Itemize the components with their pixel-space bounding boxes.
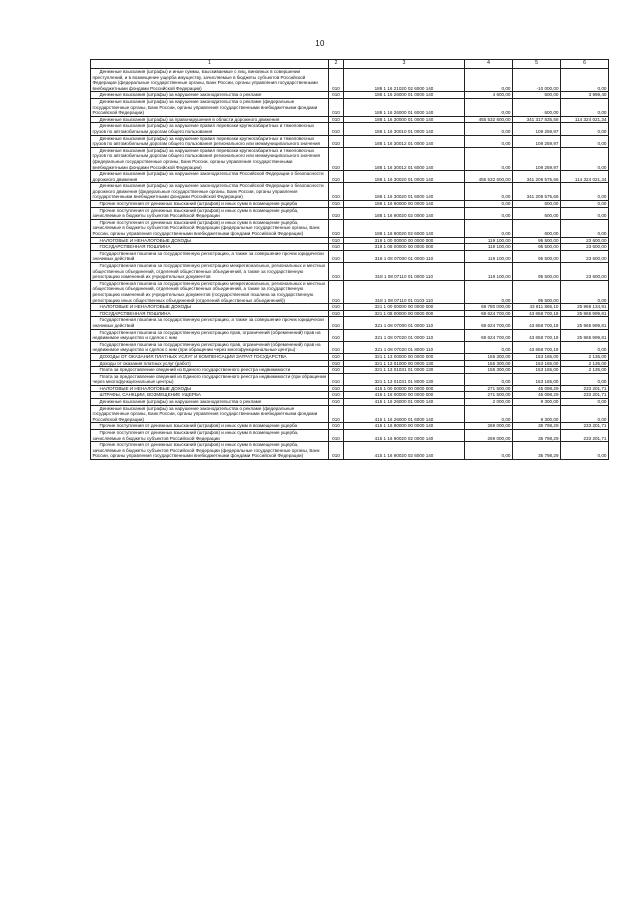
row-value-unexecuted: 114 324 021,34 <box>561 116 609 123</box>
row-value-approved: 0,00 <box>465 219 513 237</box>
row-kbk-code: 318 1 00 00000 00 0000 000 <box>344 237 465 244</box>
row-name: Доходы от оказания платных услуг (работ) <box>91 360 329 367</box>
row-kbk-code: 188 1 16 26000 01 6000 140 <box>344 98 465 116</box>
row-value-executed: 43 811 865,10 <box>513 304 561 311</box>
row-value-executed: 153 165,00 <box>513 373 561 385</box>
row-kbk-code: 188 1 16 30012 01 6000 140 <box>344 147 465 170</box>
table-row <box>91 135 609 147</box>
row-kbk-code: 415 1 16 26000 01 6000 140 <box>344 405 465 423</box>
row-kbk-code: 188 1 16 21020 02 6000 140 <box>344 69 465 92</box>
row-name: Государственная пошлина за государственную регистрацию межрегиональных, региональных и местных общественных объединений, отделений общественных объединений, а также за государственную регистрацию изменений их учредительных документов <box>91 263 329 281</box>
row-value-approved: 4 600,00 <box>465 92 513 99</box>
row-value-approved: 0,00 <box>465 98 513 116</box>
table-row <box>91 69 609 92</box>
row-value-unexecuted: 25 965 999,81 <box>561 310 609 317</box>
row-value-executed: 95 500,00 <box>513 244 561 251</box>
table-row <box>91 92 609 99</box>
row-value-approved: 0,00 <box>465 442 513 460</box>
row-value-unexecuted: 0,00 <box>561 373 609 385</box>
row-code: 010 <box>329 98 344 116</box>
row-code: 010 <box>329 399 344 406</box>
row-kbk-code: 321 1 08 00000 00 0000 000 <box>344 310 465 317</box>
page-number: 10 <box>315 39 325 48</box>
row-name: Прочие поступления от денежных взысканий (штрафов) и иных сумм в возмещение ущерба <box>91 423 329 430</box>
row-value-executed: 109 259,97 <box>513 147 561 170</box>
row-value-unexecuted: 233 201,71 <box>561 423 609 430</box>
row-value-unexecuted: 0,00 <box>561 219 609 237</box>
row-kbk-code: 188 1 16 30010 01 0000 140 <box>344 123 465 135</box>
row-kbk-code: 318 1 08 07110 01 0000 110 <box>344 263 465 281</box>
row-value-unexecuted: 0,00 <box>561 405 609 423</box>
row-code: 010 <box>329 171 344 183</box>
row-value-executed: 109 259,97 <box>513 123 561 135</box>
row-code: 010 <box>329 329 344 341</box>
row-code: 010 <box>329 116 344 123</box>
row-value-approved: 455 532 600,00 <box>465 116 513 123</box>
row-name: Прочие поступления от денежных взысканий (штрафов) и иных сумм в возмещение ущерба, зачисляемые в бюджеты субъектов Российской Федерации <box>91 430 329 442</box>
row-name: Государственная пошлина за государственную регистрацию прав, ограничений (обременений) прав на недвижимое имущество и сделок с ним <box>91 329 329 341</box>
row-kbk-code: 188 1 16 26000 01 0000 140 <box>344 92 465 99</box>
row-value-executed: 9 300,00 <box>513 405 561 423</box>
row-code: 010 <box>329 183 344 201</box>
row-value-unexecuted: 23 600,00 <box>561 237 609 244</box>
row-value-executed: 153 165,00 <box>513 360 561 367</box>
row-code: 010 <box>329 341 344 353</box>
row-kbk-code: 188 1 16 30020 01 6000 140 <box>344 183 465 201</box>
row-value-approved: 119 100,00 <box>465 237 513 244</box>
row-value-approved: 2 000,00 <box>465 399 513 406</box>
row-value-executed: 45 098,29 <box>513 392 561 399</box>
table-row <box>91 219 609 237</box>
row-value-approved: 69 624 700,00 <box>465 329 513 341</box>
row-value-unexecuted: 2 135,00 <box>561 367 609 374</box>
row-kbk-code: 188 1 16 30000 01 0000 140 <box>344 116 465 123</box>
row-name: Прочие поступления от денежных взысканий (штрафов) и иных сумм в возмещение ущерба, зачисляемые в бюджеты субъектов Российской Федерации <box>91 207 329 219</box>
table-row <box>91 399 609 406</box>
row-value-approved: 269 000,00 <box>465 430 513 442</box>
row-name: ДОХОДЫ ОТ ОКАЗАНИЯ ПЛАТНЫХ УСЛУГ И КОМПЕНСАЦИИ ЗАТРАТ ГОСУДАРСТВА <box>91 353 329 360</box>
header-col-2: 2 <box>329 60 344 69</box>
row-kbk-code: 415 1 00 00000 00 0000 000 <box>344 385 465 392</box>
row-code: 010 <box>329 304 344 311</box>
row-value-unexecuted: 233 201,71 <box>561 392 609 399</box>
row-code: 010 <box>329 385 344 392</box>
row-name: Плата за предоставление сведений из Единого государственного реестра недвижимости (при обращении через многофункциональные центры) <box>91 373 329 385</box>
row-kbk-code: 321 1 08 07020 01 0000 110 <box>344 329 465 341</box>
table-row <box>91 405 609 423</box>
row-kbk-code: 321 1 13 01031 01 8000 130 <box>344 373 465 385</box>
table-row <box>91 430 609 442</box>
row-code: 010 <box>329 423 344 430</box>
row-kbk-code: 188 1 16 90020 02 0000 140 <box>344 207 465 219</box>
row-kbk-code: 321 1 00 00000 00 0000 000 <box>344 304 465 311</box>
row-name: ШТРАФЫ, САНКЦИИ, ВОЗМЕЩЕНИЕ УЩЕРБА <box>91 392 329 399</box>
row-code: 010 <box>329 250 344 262</box>
row-name: Денежные взыскания (штрафы) за нарушение правил перевозки крупногабаритных и тяжеловесных грузов по автомобильным дорогам общего пользования <box>91 123 329 135</box>
row-kbk-code: 188 1 16 90020 02 6000 140 <box>344 219 465 237</box>
row-kbk-code: 318 1 08 00000 00 0000 000 <box>344 244 465 251</box>
row-name: НАЛОГОВЫЕ И НЕНАЛОГОВЫЕ ДОХОДЫ <box>91 304 329 311</box>
row-kbk-code: 321 1 13 00000 00 0000 000 <box>344 353 465 360</box>
table-row <box>91 98 609 116</box>
row-value-unexecuted: 23 600,00 <box>561 244 609 251</box>
row-value-unexecuted: 25 965 999,81 <box>561 329 609 341</box>
row-code: 010 <box>329 237 344 244</box>
row-value-approved: 69 780 000,00 <box>465 304 513 311</box>
row-code: 010 <box>329 405 344 423</box>
row-code: 010 <box>329 392 344 399</box>
row-code: 010 <box>329 147 344 170</box>
row-name: ГОСУДАРСТВЕННАЯ ПОШЛИНА <box>91 244 329 251</box>
table-row <box>91 171 609 183</box>
row-value-unexecuted: 0,00 <box>561 207 609 219</box>
row-value-approved: 0,00 <box>465 135 513 147</box>
table-row <box>91 123 609 135</box>
row-value-approved: 69 624 700,00 <box>465 310 513 317</box>
row-code: 010 <box>329 123 344 135</box>
table-row <box>91 367 609 374</box>
row-value-executed: 35 798,29 <box>513 430 561 442</box>
row-name: Плата за предоставление сведений из Единого государственного реестра недвижимости <box>91 367 329 374</box>
row-value-executed: 109 259,97 <box>513 135 561 147</box>
row-value-approved: 155 300,00 <box>465 360 513 367</box>
revenue-table <box>90 59 609 460</box>
row-value-executed: 35 798,29 <box>513 442 561 460</box>
row-value-unexecuted: 233 201,71 <box>561 430 609 442</box>
row-value-executed: 600,00 <box>513 219 561 237</box>
table-row <box>91 392 609 399</box>
table-row <box>91 385 609 392</box>
table-row <box>91 423 609 430</box>
row-kbk-code: 321 1 08 07000 01 0000 110 <box>344 317 465 329</box>
row-value-unexecuted: 23 600,00 <box>561 263 609 281</box>
row-value-executed: -10 000,00 <box>513 69 561 92</box>
table-row <box>91 207 609 219</box>
row-kbk-code: 188 1 16 30012 01 0000 140 <box>344 135 465 147</box>
row-value-unexecuted: 0,00 <box>561 147 609 170</box>
header-col-1: 1 <box>91 60 329 69</box>
row-name: Денежные взыскания (штрафы) за нарушение правил перевозки крупногабаритных и тяжеловесных грузов по автомобильным дорогам общего пользования регионального или межмуниципального значения (федеральные государственные органы, Банк России, органы управления государственными внебюджетными фондами Российской Федерации) <box>91 147 329 170</box>
row-value-executed: 600,00 <box>513 98 561 116</box>
row-kbk-code: 188 1 16 90000 00 0000 140 <box>344 201 465 208</box>
row-value-approved: 0,00 <box>465 341 513 353</box>
row-value-unexecuted: 0,00 <box>561 280 609 303</box>
row-value-executed: 341 317 835,58 <box>513 116 561 123</box>
row-code: 010 <box>329 69 344 92</box>
table-row <box>91 442 609 460</box>
row-value-approved: 0,00 <box>465 123 513 135</box>
table-row <box>91 329 609 341</box>
row-name: Государственная пошлина за государственную регистрацию межрегиональных, региональных и местных общественных объединений, отделений общественных объединений, а также за государственную регистрацию изменений их учредительных документов (государственная пошлина за государственную регистрацию иных общественных объединений (отделений общественных объединений)) <box>91 280 329 303</box>
table-row <box>91 317 609 329</box>
header-col-3: 3 <box>344 60 465 69</box>
row-value-executed: 95 500,00 <box>513 280 561 303</box>
table-body <box>91 69 609 460</box>
row-value-approved: 455 532 600,00 <box>465 171 513 183</box>
row-name: Прочие поступления от денежных взысканий (штрафов) и иных сумм в возмещение ущерба, зачисляемые в бюджеты субъектов Российской Федерации (федеральные государственные органы, Банк России, органы управления государственными внебюджетными фондами Российской Федерации) <box>91 219 329 237</box>
row-name: Государственная пошлина за государственную регистрацию, а также за совершение прочих юридически значимых действий <box>91 250 329 262</box>
row-value-unexecuted: 3 999,40 <box>561 92 609 99</box>
row-name: Денежные взыскания (штрафы) за нарушение правил перевозки крупногабаритных и тяжеловесных грузов по автомобильным дорогам общего пользования регионального или межмуниципального значения <box>91 135 329 147</box>
row-value-executed: 43 658 700,19 <box>513 329 561 341</box>
row-kbk-code: 415 1 16 26000 01 0000 140 <box>344 399 465 406</box>
row-value-executed: 341 208 575,66 <box>513 183 561 201</box>
row-value-approved: 0,00 <box>465 207 513 219</box>
row-value-executed: 95 500,00 <box>513 263 561 281</box>
row-name: Прочие поступления от денежных взысканий (штрафов) и иных сумм в возмещение ущерба <box>91 201 329 208</box>
row-code: 010 <box>329 353 344 360</box>
row-value-unexecuted: 0,00 <box>561 135 609 147</box>
row-kbk-code: 415 1 16 90020 02 0000 140 <box>344 430 465 442</box>
row-kbk-code: 318 1 08 07000 01 0000 110 <box>344 250 465 262</box>
row-code: 010 <box>329 207 344 219</box>
row-name: НАЛОГОВЫЕ И НЕНАЛОГОВЫЕ ДОХОДЫ <box>91 385 329 392</box>
row-value-executed: 153 165,00 <box>513 367 561 374</box>
row-value-approved: 0,00 <box>465 280 513 303</box>
row-value-executed: 45 098,29 <box>513 385 561 392</box>
row-value-approved: 119 100,00 <box>465 250 513 262</box>
row-code: 010 <box>329 219 344 237</box>
row-name: Денежные взыскания (штрафы) за правонарушения в области дорожного движения <box>91 116 329 123</box>
row-value-unexecuted: 23 600,00 <box>561 250 609 262</box>
row-value-executed: 43 658 700,19 <box>513 317 561 329</box>
row-code: 010 <box>329 373 344 385</box>
row-value-approved: 0,00 <box>465 69 513 92</box>
row-value-approved: 0,00 <box>465 405 513 423</box>
row-value-unexecuted: 2 135,00 <box>561 353 609 360</box>
row-value-unexecuted: 25 965 999,81 <box>561 317 609 329</box>
table-row <box>91 250 609 262</box>
header-col-4: 4 <box>465 60 513 69</box>
row-value-executed: 341 208 575,66 <box>513 171 561 183</box>
table-row <box>91 237 609 244</box>
row-code: 010 <box>329 92 344 99</box>
row-value-executed: 95 500,00 <box>513 250 561 262</box>
row-value-approved: 119 100,00 <box>465 263 513 281</box>
table-row <box>91 341 609 353</box>
row-value-approved: 0,00 <box>465 373 513 385</box>
row-value-executed: 35 798,29 <box>513 423 561 430</box>
table-row <box>91 304 609 311</box>
row-code: 010 <box>329 317 344 329</box>
row-kbk-code: 321 1 13 01031 01 0000 130 <box>344 367 465 374</box>
row-code: 010 <box>329 442 344 460</box>
row-value-approved: 269 000,00 <box>465 423 513 430</box>
table-row <box>91 183 609 201</box>
row-value-unexecuted: 0,00 <box>561 123 609 135</box>
row-name: Государственная пошлина за государственную регистрацию прав, ограничений (обременений) прав на недвижимое имущество и сделок с ним (при обращении через многофункциональные центры) <box>91 341 329 353</box>
row-name: Денежные взыскания (штрафы) за нарушение законодательства Российской Федерации о безопасности дорожного движения <box>91 171 329 183</box>
row-name: ГОСУДАРСТВЕННАЯ ПОШЛИНА <box>91 310 329 317</box>
row-value-executed: 43 658 700,19 <box>513 310 561 317</box>
row-name: Прочие поступления от денежных взысканий (штрафов) и иных сумм в возмещение ущерба, зачисляемые в бюджеты субъектов Российской Федерации (федеральные государственные органы, Банк России, органы управления государственными внебюджетными фондами Российской Федерации) <box>91 442 329 460</box>
row-value-executed: 43 658 700,19 <box>513 341 561 353</box>
table-row <box>91 201 609 208</box>
table-row <box>91 373 609 385</box>
row-value-unexecuted: 0,00 <box>561 98 609 116</box>
row-value-executed: 153 165,00 <box>513 353 561 360</box>
row-value-approved: 155 300,00 <box>465 353 513 360</box>
row-value-executed: 9 300,00 <box>513 399 561 406</box>
table-row <box>91 116 609 123</box>
table-row <box>91 280 609 303</box>
table-row <box>91 263 609 281</box>
row-value-unexecuted: 233 201,71 <box>561 385 609 392</box>
row-name: Денежные взыскания (штрафы) и иные суммы, взыскиваемые с лиц, виновных в совершении преступлений, и в возмещение ущерба имуществу, зачисляемые в бюджеты субъектов Российской Федерации (федеральные государственные органы, Банк России, органы управления государственными внебюджетными фондами Российской Федерации) <box>91 69 329 92</box>
row-value-unexecuted: 0,00 <box>561 201 609 208</box>
row-kbk-code: 188 1 16 30020 01 0000 140 <box>344 171 465 183</box>
row-code: 010 <box>329 263 344 281</box>
row-value-unexecuted: 25 968 134,91 <box>561 304 609 311</box>
row-name: НАЛОГОВЫЕ И НЕНАЛОГОВЫЕ ДОХОДЫ <box>91 237 329 244</box>
row-value-executed: 600,00 <box>513 207 561 219</box>
row-value-executed: 95 500,00 <box>513 237 561 244</box>
row-value-unexecuted: 0,00 <box>561 399 609 406</box>
row-code: 010 <box>329 367 344 374</box>
row-value-executed: 600,00 <box>513 201 561 208</box>
row-value-unexecuted: 0,00 <box>561 341 609 353</box>
row-name: Денежные взыскания (штрафы) за нарушение законодательства о рекламе (федеральные государственные органы, Банк России, органы управления государственными внебюджетными фондами Российской Федерации) <box>91 98 329 116</box>
row-value-approved: 0,00 <box>465 183 513 201</box>
table-row <box>91 353 609 360</box>
header-col-6: 6 <box>561 60 609 69</box>
row-value-approved: 155 300,00 <box>465 367 513 374</box>
row-kbk-code: 415 1 16 00000 00 0000 000 <box>344 392 465 399</box>
row-code: 010 <box>329 201 344 208</box>
row-value-unexecuted: 0,00 <box>561 442 609 460</box>
row-code: 010 <box>329 360 344 367</box>
row-value-executed: 600,00 <box>513 92 561 99</box>
row-kbk-code: 415 1 16 90000 00 0000 140 <box>344 423 465 430</box>
row-kbk-code: 321 1 08 07020 01 8000 110 <box>344 341 465 353</box>
row-value-approved: 271 500,00 <box>465 385 513 392</box>
row-kbk-code: 415 1 16 90020 02 6000 140 <box>344 442 465 460</box>
table-row <box>91 244 609 251</box>
row-code: 010 <box>329 244 344 251</box>
row-name: Денежные взыскания (штрафы) за нарушение законодательства о рекламе <box>91 399 329 406</box>
row-value-approved: 69 624 700,00 <box>465 317 513 329</box>
row-code: 010 <box>329 430 344 442</box>
row-value-approved: 0,00 <box>465 201 513 208</box>
table-row <box>91 360 609 367</box>
row-value-approved: 271 500,00 <box>465 392 513 399</box>
row-value-unexecuted: 2 135,00 <box>561 360 609 367</box>
row-value-approved: 0,00 <box>465 147 513 170</box>
table-row <box>91 147 609 170</box>
row-name: Денежные взыскания (штрафы) за нарушение законодательства о рекламе <box>91 92 329 99</box>
row-name: Денежные взыскания (штрафы) за нарушение законодательства о рекламе (федеральные государственные органы, Банк России, органы управления государственными внебюджетными фондами Российской Федерации) <box>91 405 329 423</box>
row-code: 010 <box>329 310 344 317</box>
row-kbk-code: 321 1 13 01000 00 0000 130 <box>344 360 465 367</box>
row-code: 010 <box>329 280 344 303</box>
row-value-approved: 119 100,00 <box>465 244 513 251</box>
row-name: Денежные взыскания (штрафы) за нарушение законодательства Российской Федерации о безопасности дорожного движения (федеральные государственные органы, Банк России, органы управления государственными внебюджетными фондами Российской Федерации) <box>91 183 329 201</box>
header-col-5: 5 <box>513 60 561 69</box>
table-row <box>91 310 609 317</box>
row-kbk-code: 318 1 08 07110 01 0103 110 <box>344 280 465 303</box>
row-value-unexecuted: 114 324 021,34 <box>561 171 609 183</box>
table-header-row <box>91 60 609 69</box>
row-name: Государственная пошлина за государственную регистрацию, а также за совершение прочих юридически значимых действий <box>91 317 329 329</box>
row-value-unexecuted: 0,00 <box>561 69 609 92</box>
row-code: 010 <box>329 135 344 147</box>
row-value-unexecuted: 0,00 <box>561 183 609 201</box>
